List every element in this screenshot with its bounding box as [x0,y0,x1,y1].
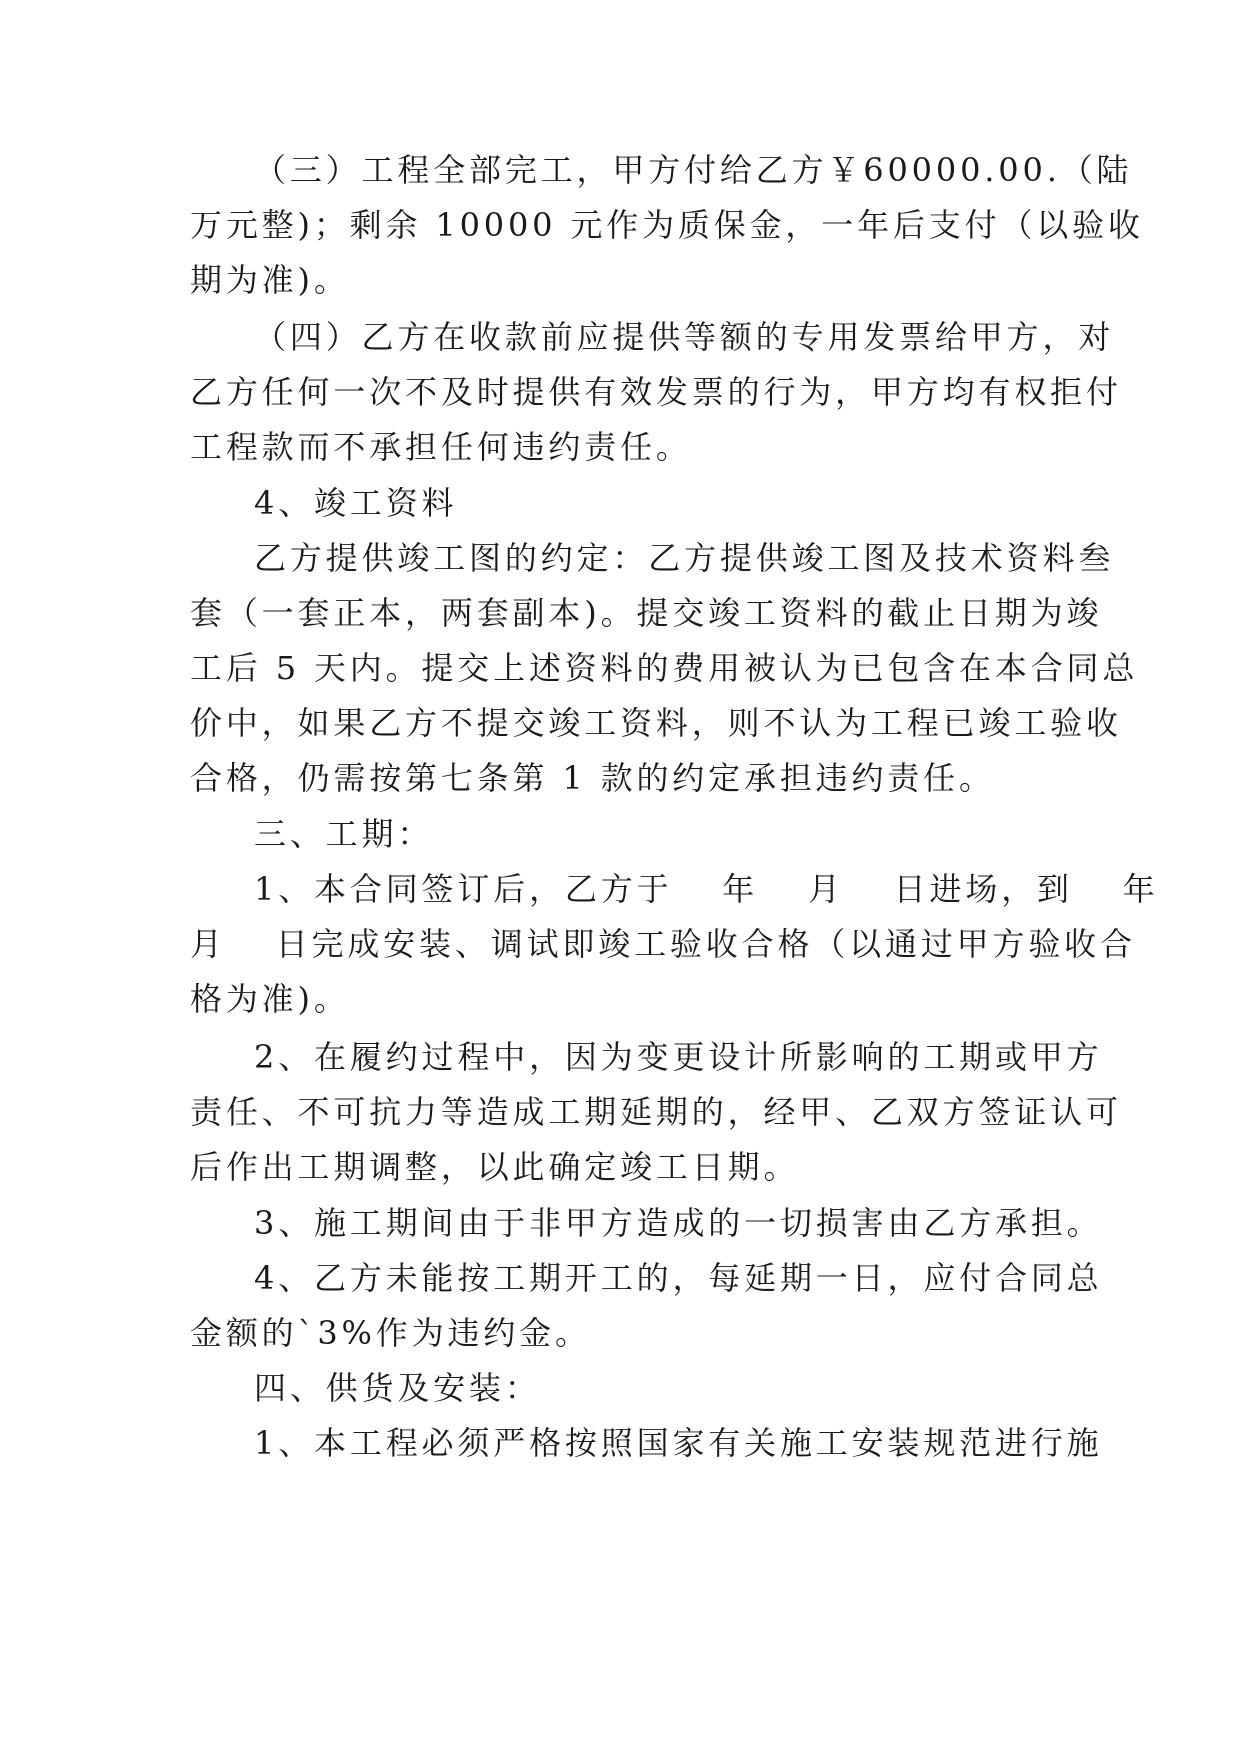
text-line: 3、施工期间由于非甲方造成的一切损害由乙方承担。 [254,1204,1103,1242]
text-line: 期为准)。 [190,261,350,299]
section-heading: 4、竣工资料 [254,484,458,522]
text-line: 月 日完成安装、调试即竣工验收合格（以通过甲方验收合 [190,925,1136,963]
text-line: 乙方提供竣工图的约定：乙方提供竣工图及技术资料叁 [254,539,1115,577]
section-heading: 四、供货及安装： [254,1369,541,1407]
text-line: 格为准)。 [190,980,350,1018]
text-line: 4、乙方未能按工期开工的，每延期一日，应付合同总 [254,1259,1103,1297]
text-line: 合格，仍需按第七条第 1 款的约定承担违约责任。 [190,759,995,797]
text-line: 工程款而不承担任何违约责任。 [190,428,692,466]
text-line: 后作出工期调整，以此确定竣工日期。 [190,1148,800,1186]
text-line: 乙方任何一次不及时提供有效发票的行为，甲方均有权拒付 [190,373,1122,411]
text-line: 责任、不可抗力等造成工期延期的，经甲、乙双方签证认可 [190,1093,1122,1131]
text-line: 金额的`3%作为违约金。 [190,1314,591,1352]
text-line: 套（一套正本，两套副本)。提交竣工资料的截止日期为竣 [190,594,1103,632]
text-line: 1、本合同签订后，乙方于 年 月 日进场，到 年 [254,870,1159,908]
text-line: 2、在履约过程中，因为变更设计所影响的工期或甲方 [254,1038,1103,1076]
text-line: 工后 5 天内。提交上述资料的费用被认为已包含在本合同总 [190,649,1139,687]
text-line: （三）工程全部完工，甲方付给乙方￥60000.00.（陆 [254,151,1133,189]
section-heading: 三、工期： [254,815,434,853]
text-line: 1、本工程必须严格按照国家有关施工安装规范进行施 [254,1424,1103,1462]
text-line: 万元整)；剩余 10000 元作为质保金，一年后支付（以验收 [190,206,1144,244]
text-line: （四）乙方在收款前应提供等额的专用发票给甲方，对 [254,318,1115,356]
text-line: 价中，如果乙方不提交竣工资料，则不认为工程已竣工验收 [190,704,1122,742]
